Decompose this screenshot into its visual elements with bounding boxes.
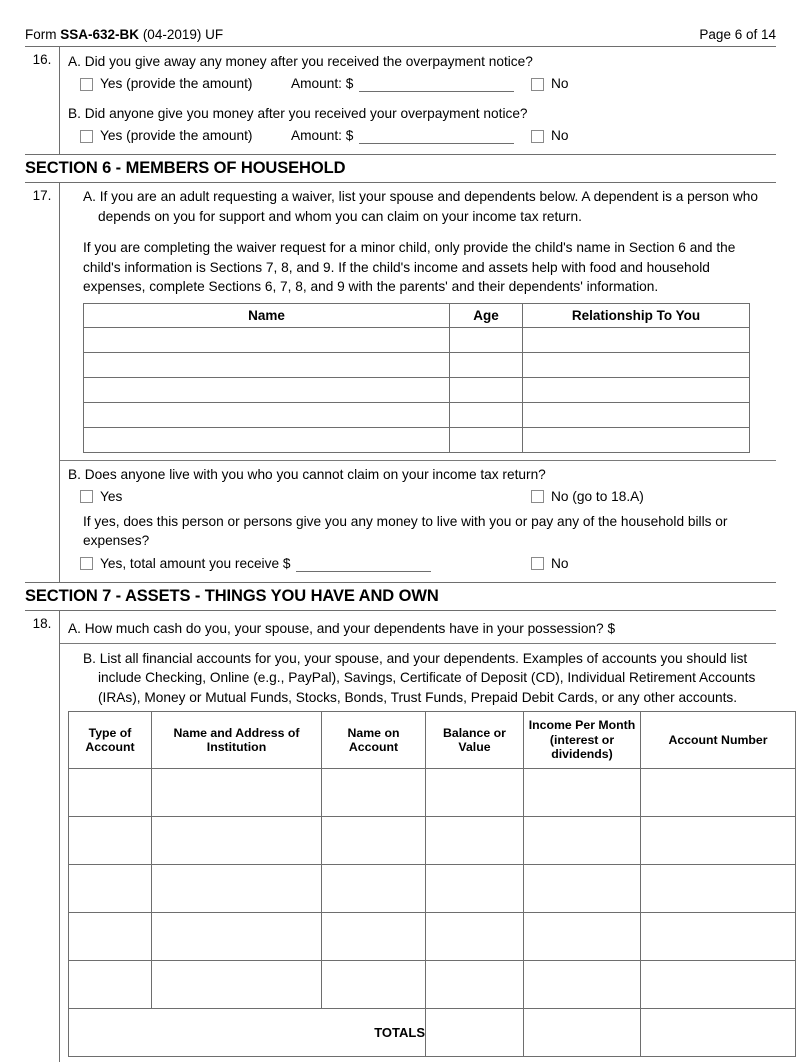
question-16-block <box>25 47 776 154</box>
household-cell-age[interactable] <box>450 327 523 352</box>
q16b-yes-label: Yes (provide the amount) <box>100 125 252 147</box>
accounts-cell-income[interactable] <box>524 961 641 1009</box>
accounts-col-balance-line1: Balance or <box>443 726 506 740</box>
accounts-cell-type[interactable] <box>69 817 152 865</box>
table-row[interactable] <box>84 327 750 352</box>
accounts-col-institution <box>152 712 322 769</box>
accounts-cell-institution[interactable] <box>152 865 322 913</box>
household-cell-age[interactable] <box>450 377 523 402</box>
accounts-cell-name-on-account[interactable] <box>322 913 426 961</box>
accounts-cell-income[interactable] <box>524 769 641 817</box>
household-cell-relationship[interactable] <box>523 352 750 377</box>
table-row[interactable] <box>69 817 796 865</box>
household-col-name: Name <box>84 303 450 327</box>
question-18a-divider <box>60 643 776 644</box>
table-row[interactable] <box>84 402 750 427</box>
household-cell-name[interactable] <box>84 427 450 452</box>
q17b-no2-checkbox[interactable] <box>531 557 544 570</box>
household-cell-relationship[interactable] <box>523 427 750 452</box>
accounts-cell-balance[interactable] <box>426 913 524 961</box>
question-17a-paragraph-1: A. If you are an adult requesting a waiver, list your spouse and dependents below. A dependent is a person who depends on you for support and whom you can claim on your income tax return. <box>68 187 776 226</box>
question-16a-text: A. Did you give away any money after you received the overpayment notice? <box>68 52 776 71</box>
form-identifier <box>25 26 223 44</box>
accounts-cell-account-number[interactable] <box>641 913 796 961</box>
question-17b-answer-row <box>68 486 776 510</box>
q16a-yes-option[interactable] <box>80 73 252 95</box>
accounts-col-institution-line1: Name and Address of <box>174 726 300 740</box>
q16a-yes-label: Yes (provide the amount) <box>100 73 252 95</box>
accounts-col-institution-line2: Institution <box>207 740 266 754</box>
accounts-totals-balance[interactable] <box>426 1009 524 1057</box>
accounts-col-income-per-month <box>524 712 641 769</box>
accounts-col-income-line3: dividends) <box>551 747 613 761</box>
q17b-yes-option[interactable] <box>80 486 122 508</box>
accounts-col-nameon-line2: Account <box>349 740 398 754</box>
page-indicator: Page 6 of 14 <box>699 26 776 44</box>
accounts-cell-type[interactable] <box>69 913 152 961</box>
q17b-amount-input[interactable] <box>296 556 431 572</box>
form-page <box>0 26 800 1061</box>
table-row[interactable] <box>69 913 796 961</box>
table-row[interactable] <box>69 961 796 1009</box>
question-16a-answer-row <box>68 73 776 97</box>
accounts-cell-name-on-account[interactable] <box>322 865 426 913</box>
question-16b-answer-row <box>68 125 776 149</box>
q16b-no-label: No <box>551 125 569 147</box>
household-cell-relationship[interactable] <box>523 327 750 352</box>
q17b-no2-label: No <box>551 553 569 575</box>
accounts-cell-type[interactable] <box>69 961 152 1009</box>
accounts-col-type-line1: Type of <box>89 726 132 740</box>
table-row[interactable] <box>84 377 750 402</box>
q17b-yes-checkbox[interactable] <box>80 490 93 503</box>
accounts-totals-income[interactable] <box>524 1009 641 1057</box>
household-col-age: Age <box>450 303 523 327</box>
household-cell-name[interactable] <box>84 327 450 352</box>
q17b-no-checkbox[interactable] <box>531 490 544 503</box>
question-18a-text: A. How much cash do you, your spouse, and your dependents have in your possession? $ <box>68 615 776 643</box>
question-17-internal-divider <box>60 460 776 461</box>
question-18-body <box>59 611 776 1062</box>
household-cell-age[interactable] <box>450 352 523 377</box>
table-row[interactable] <box>84 427 750 452</box>
accounts-col-income-line2: (interest or <box>550 733 614 747</box>
q16a-amount-group[interactable] <box>291 73 514 95</box>
accounts-cell-balance[interactable] <box>426 961 524 1009</box>
accounts-cell-institution[interactable] <box>152 769 322 817</box>
accounts-col-type-of-account <box>69 712 152 769</box>
q16b-yes-checkbox[interactable] <box>80 130 93 143</box>
question-17-number: 17. <box>25 183 59 582</box>
household-cell-name[interactable] <box>84 402 450 427</box>
accounts-cell-account-number[interactable] <box>641 961 796 1009</box>
q16b-amount-group[interactable] <box>291 125 514 147</box>
accounts-cell-name-on-account[interactable] <box>322 817 426 865</box>
accounts-col-nameon-line1: Name on <box>348 726 400 740</box>
accounts-col-account-number: Account Number <box>641 712 796 769</box>
q17b-yes-amount-checkbox[interactable] <box>80 557 93 570</box>
form-prefix-label: Form <box>25 27 57 42</box>
question-16-number: 16. <box>25 47 59 154</box>
q17b-yes-label: Yes <box>100 486 122 508</box>
q16b-yes-option[interactable] <box>80 125 252 147</box>
q16b-amount-input[interactable] <box>359 128 514 144</box>
accounts-cell-balance[interactable] <box>426 769 524 817</box>
household-cell-name[interactable] <box>84 377 450 402</box>
q16b-no-option[interactable] <box>531 125 569 147</box>
accounts-cell-income[interactable] <box>524 913 641 961</box>
question-17-body <box>59 183 776 582</box>
accounts-col-balance <box>426 712 524 769</box>
form-number: SSA-632-BK <box>60 27 139 42</box>
q17b-no2-option[interactable] <box>531 553 569 575</box>
q17b-no-label: No (go to 18.A) <box>551 486 644 508</box>
household-cell-age[interactable] <box>450 402 523 427</box>
accounts-cell-institution[interactable] <box>152 817 322 865</box>
household-table-header-row <box>84 303 750 327</box>
household-table-wrapper <box>68 297 776 455</box>
accounts-col-income-line1: Income Per Month <box>529 718 636 732</box>
question-16b-text: B. Did anyone give you money after you received your overpayment notice? <box>68 104 776 123</box>
q16a-amount-input[interactable] <box>359 76 514 92</box>
question-17b-text: B. Does anyone live with you who you cannot claim on your income tax return? <box>68 465 776 484</box>
household-cell-relationship[interactable] <box>523 402 750 427</box>
accounts-cell-account-number[interactable] <box>641 769 796 817</box>
q16a-no-option[interactable] <box>531 73 569 95</box>
accounts-cell-account-number[interactable] <box>641 865 796 913</box>
accounts-cell-balance[interactable] <box>426 865 524 913</box>
household-members-table <box>83 303 750 453</box>
question-18-number: 18. <box>25 611 59 1062</box>
accounts-cell-institution[interactable] <box>152 913 322 961</box>
accounts-col-type-line2: Account <box>85 740 134 754</box>
accounts-totals-row <box>69 1009 796 1057</box>
q16a-amount-label: Amount: $ <box>291 73 353 95</box>
question-17-block <box>25 183 776 582</box>
accounts-col-balance-line2: Value <box>458 740 490 754</box>
question-17b-followup-text: If yes, does this person or persons give you any money to live with you or pay any of the household bills or expenses? <box>68 512 776 551</box>
question-17b-followup-answer-row <box>68 553 776 577</box>
q16b-no-checkbox[interactable] <box>531 130 544 143</box>
household-col-relationship: Relationship To You <box>523 303 750 327</box>
form-edition: (04-2019) UF <box>143 27 223 42</box>
financial-accounts-table <box>68 711 796 1057</box>
q16b-amount-label: Amount: $ <box>291 125 353 147</box>
q17b-yes-amount-option[interactable] <box>80 553 431 575</box>
accounts-table-header-row <box>69 712 796 769</box>
question-18b-text: B. List all financial accounts for you, your spouse, and your dependents. Examples of accounts you should list include Checking, Online (e.g., PayPal), Savings, Certificate of Deposit (CD), Individual Retirement Accounts (IRAs), Money or Mutual Funds, Stocks, Bonds, Trust Funds, Prepaid Debit Cards, or any other accounts. <box>68 649 776 708</box>
accounts-totals-account-number[interactable] <box>641 1009 796 1057</box>
q17b-no-option[interactable] <box>531 486 644 508</box>
accounts-cell-name-on-account[interactable] <box>322 769 426 817</box>
q17b-yes-amount-label: Yes, total amount you receive $ <box>100 553 290 575</box>
q16a-yes-checkbox[interactable] <box>80 78 93 91</box>
accounts-cell-balance[interactable] <box>426 817 524 865</box>
question-18-block <box>25 611 776 1062</box>
q16a-no-checkbox[interactable] <box>531 78 544 91</box>
table-row[interactable] <box>69 769 796 817</box>
table-row[interactable] <box>84 352 750 377</box>
accounts-table-wrapper <box>68 707 776 1057</box>
accounts-cell-type[interactable] <box>69 769 152 817</box>
accounts-cell-income[interactable] <box>524 865 641 913</box>
question-17a-paragraph-2: If you are completing the waiver request for a minor child, only provide the child's name in Section 6 and the child's information is Sections 7, 8, and 9. If the child's income and assets help with food and household expenses, complete Sections 6, 7, 8, and 9 with the parents' and their dependents' information. <box>68 238 776 297</box>
q16a-no-label: No <box>551 73 569 95</box>
section-7-header: SECTION 7 - ASSETS - THINGS YOU HAVE AND OWN <box>25 583 776 610</box>
household-cell-age[interactable] <box>450 427 523 452</box>
accounts-cell-institution[interactable] <box>152 961 322 1009</box>
accounts-col-name-on-account <box>322 712 426 769</box>
accounts-cell-type[interactable] <box>69 865 152 913</box>
question-16-body <box>59 47 776 154</box>
accounts-cell-name-on-account[interactable] <box>322 961 426 1009</box>
accounts-cell-account-number[interactable] <box>641 817 796 865</box>
household-cell-relationship[interactable] <box>523 377 750 402</box>
section-6-header: SECTION 6 - MEMBERS OF HOUSEHOLD <box>25 155 776 182</box>
table-row[interactable] <box>69 865 796 913</box>
accounts-cell-income[interactable] <box>524 817 641 865</box>
accounts-totals-label: TOTALS <box>69 1009 426 1057</box>
document-header <box>25 26 776 46</box>
household-cell-name[interactable] <box>84 352 450 377</box>
